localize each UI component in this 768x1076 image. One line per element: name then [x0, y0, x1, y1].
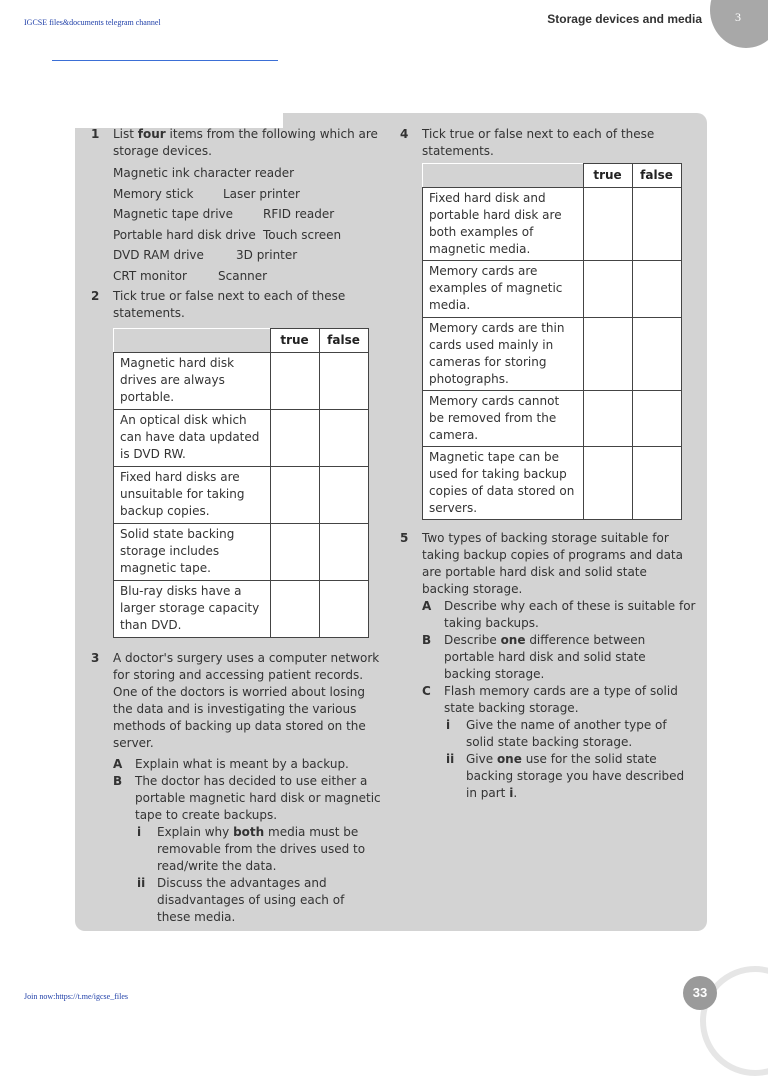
statement-cell: Magnetic tape can be used for taking backup copies of data stored on servers.: [423, 447, 584, 520]
option-item: Laser printer: [223, 186, 300, 201]
table-row: [114, 581, 369, 638]
table-corner: [114, 329, 271, 353]
true-checkbox-cell[interactable]: [270, 524, 319, 581]
true-false-table: [422, 163, 682, 520]
subpart-label: i: [137, 825, 142, 839]
part-label: B: [422, 633, 432, 647]
watermark-text: IGCSE files&documents telegram channel: [24, 18, 161, 27]
part-text: The doctor has decided to use either a portable magnetic hard disk or magnetic tape to create backups.: [135, 774, 381, 822]
question-number: 5: [400, 531, 409, 545]
question-number: 2: [91, 289, 100, 303]
false-checkbox-cell[interactable]: [319, 410, 368, 467]
table-row: [423, 318, 682, 391]
false-checkbox-cell[interactable]: [632, 447, 681, 520]
statement-cell: Memory cards cannot be removed from the camera.: [423, 391, 584, 447]
statement-cell: Fixed hard disks are unsuitable for taking backup copies.: [114, 467, 271, 524]
table-row: [114, 410, 369, 467]
table-row: [423, 447, 682, 520]
part-c: [422, 683, 696, 802]
true-checkbox-cell[interactable]: [583, 261, 632, 318]
part-text: Explain what is meant by a backup.: [135, 757, 349, 771]
option-item: CRT monitor: [113, 268, 187, 283]
table-row: [114, 467, 369, 524]
option-row: [113, 225, 381, 246]
false-column-header: false: [632, 164, 681, 188]
false-checkbox-cell[interactable]: [319, 524, 368, 581]
option-item: 3D printer: [236, 248, 298, 262]
question-number: 1: [91, 127, 100, 141]
table-corner: [423, 164, 584, 188]
true-checkbox-cell[interactable]: [583, 391, 632, 447]
part-a: [113, 756, 381, 773]
subpart-label: ii: [446, 752, 455, 766]
false-checkbox-cell[interactable]: [319, 353, 368, 410]
part-label: B: [113, 774, 123, 788]
part-b: [422, 632, 696, 683]
part-label: C: [422, 684, 431, 698]
true-checkbox-cell[interactable]: [270, 410, 319, 467]
option-item: RFID reader: [263, 207, 335, 221]
part-b-ii: [135, 875, 381, 926]
question-text: Tick true or false next to each of these statements.: [113, 289, 346, 320]
option-list: [113, 163, 381, 286]
part-text: Describe one difference between portable hard disk and solid state backing storage.: [444, 633, 646, 681]
part-label: A: [422, 599, 432, 613]
chapter-number: 3: [735, 10, 741, 24]
false-checkbox-cell[interactable]: [632, 188, 681, 261]
subpart-text: Give the name of another type of solid state backing storage.: [466, 718, 667, 749]
true-false-table: [113, 328, 369, 638]
question-number: 4: [400, 127, 409, 141]
question-number: 3: [91, 651, 100, 665]
false-checkbox-cell[interactable]: [632, 318, 681, 391]
subpart-label: ii: [137, 876, 146, 890]
question-text: Two types of backing storage suitable for taking backup copies of programs and data are portable hard disk and solid state backing storage.: [422, 531, 683, 596]
subpart-label: i: [446, 718, 451, 732]
part-c-ii: [444, 751, 696, 802]
statement-cell: Blu-ray disks have a larger storage capacity than DVD.: [114, 581, 271, 638]
table-row: [423, 391, 682, 447]
option-row: [113, 163, 381, 184]
true-checkbox-cell[interactable]: [583, 318, 632, 391]
statement-cell: Memory cards are thin cards used mainly in cameras for storing photographs.: [423, 318, 584, 391]
statement-cell: Memory cards are examples of magnetic media.: [423, 261, 584, 318]
question-text: Tick true or false next to each of these statements.: [422, 127, 655, 158]
option-item: Portable hard disk drive: [113, 227, 256, 242]
table-row: [423, 261, 682, 318]
part-a: [422, 598, 696, 632]
question-5: [400, 530, 696, 802]
option-item: Touch screen: [263, 227, 342, 242]
subpart-text: Explain why both media must be removable from the drives used to read/write the data.: [157, 825, 366, 873]
page-number: 33: [683, 976, 717, 1010]
false-checkbox-cell[interactable]: [632, 261, 681, 318]
table-row: [114, 524, 369, 581]
table-row: [423, 188, 682, 261]
part-label: A: [113, 757, 123, 771]
option-item: Magnetic tape drive: [113, 207, 234, 221]
question-text: List four items from the following which are storage devices.: [113, 127, 378, 158]
part-b: [113, 773, 381, 926]
true-checkbox-cell[interactable]: [583, 188, 632, 261]
option-item: DVD RAM drive: [113, 248, 204, 262]
option-item: Magnetic ink character reader: [113, 166, 295, 180]
part-text: Describe why each of these is suitable for taking backups.: [444, 599, 696, 630]
true-checkbox-cell[interactable]: [583, 447, 632, 520]
option-row: [113, 266, 381, 287]
question-4: [400, 126, 696, 520]
left-column: [91, 126, 381, 926]
true-checkbox-cell[interactable]: [270, 353, 319, 410]
question-text: A doctor's surgery uses a computer network for storing and accessing patient records. One of the doctors is worried about losing the data and is investigating the various methods of backing up data stored on the server.: [113, 651, 380, 750]
true-column-header: true: [583, 164, 632, 188]
panel-notch: [75, 94, 283, 128]
false-column-header: false: [319, 329, 368, 353]
question-1: [91, 126, 381, 286]
true-checkbox-cell[interactable]: [270, 467, 319, 524]
question-2: [91, 288, 381, 638]
join-link-text: Join now:https://t.me/igcse_files: [24, 992, 128, 1001]
part-b-i: [135, 824, 381, 875]
right-column: [400, 126, 696, 802]
part-text: Flash memory cards are a type of solid state backing storage.: [444, 684, 678, 715]
watermark-underline: [52, 60, 278, 61]
false-checkbox-cell[interactable]: [632, 391, 681, 447]
statement-cell: An optical disk which can have data updated is DVD RW.: [114, 410, 271, 467]
option-item: Scanner: [218, 268, 268, 283]
true-column-header: true: [270, 329, 319, 353]
table-row: [114, 353, 369, 410]
option-row: [113, 184, 381, 205]
statement-cell: Fixed hard disk and portable hard disk are both examples of magnetic media.: [423, 188, 584, 261]
option-row: [113, 204, 381, 225]
option-item: Memory stick: [113, 186, 194, 201]
statement-cell: Magnetic hard disk drives are always portable.: [114, 353, 271, 410]
false-checkbox-cell[interactable]: [319, 467, 368, 524]
subpart-text: Discuss the advantages and disadvantages of using each of these media.: [157, 876, 345, 924]
part-c-i: [444, 717, 696, 751]
option-row: [113, 245, 381, 266]
statement-cell: Solid state backing storage includes magnetic tape.: [114, 524, 271, 581]
subpart-text: Give one use for the solid state backing storage you have described in part i.: [466, 752, 685, 800]
false-checkbox-cell[interactable]: [319, 581, 368, 638]
true-checkbox-cell[interactable]: [270, 581, 319, 638]
chapter-number-tab: [710, 0, 768, 48]
chapter-title: Storage devices and media: [547, 12, 702, 26]
question-3: [91, 650, 381, 926]
